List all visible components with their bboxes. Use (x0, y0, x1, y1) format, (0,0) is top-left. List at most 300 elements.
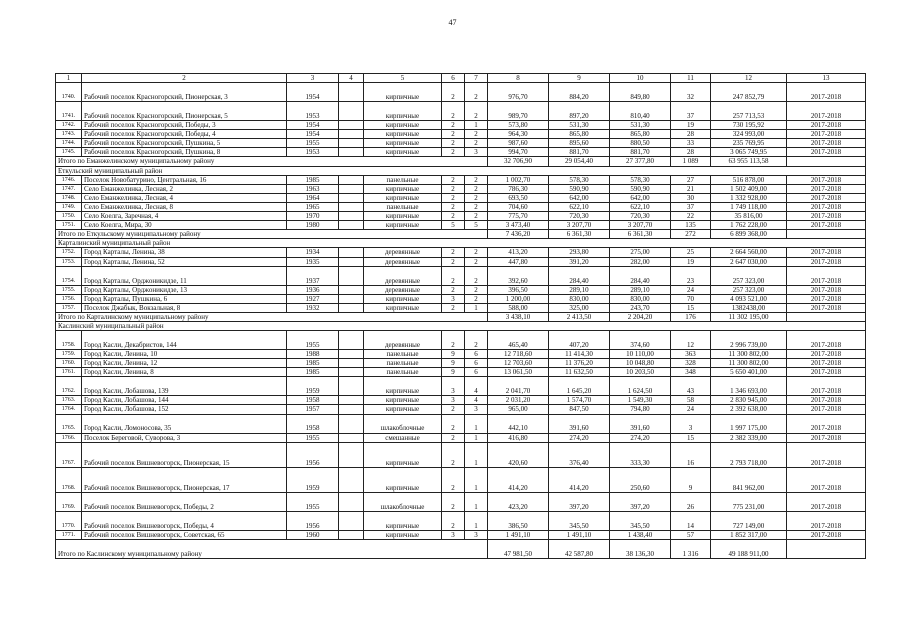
address-cell: Рабочий поселок Вишневогорск, Пионерская, 15 (82, 442, 287, 467)
table-cell: 27 (671, 175, 711, 184)
table-row (56, 130, 866, 139)
table-cell: 989,70 (488, 102, 549, 121)
table-cell: кирпичные (364, 511, 442, 530)
table-cell: 2 (442, 414, 465, 433)
table-cell (339, 257, 364, 266)
table-cell: 1747. (56, 184, 82, 193)
table-cell: 2017-2018 (787, 377, 866, 396)
table-cell: 1 491,10 (488, 530, 549, 539)
table-cell: 2 (442, 248, 465, 257)
table-cell: 30 (671, 193, 711, 202)
address-cell: Поселок Джабык, Вокзальная, 8 (82, 303, 287, 312)
total-cell (787, 312, 866, 321)
table-cell: 3 (442, 396, 465, 405)
table-cell: 2017-2018 (787, 221, 866, 230)
table-cell: панельные (364, 368, 442, 377)
table-cell: 2017-2018 (787, 433, 866, 442)
table-cell: 2017-2018 (787, 405, 866, 414)
table-cell: 1382438,00 (711, 303, 787, 312)
table-row (56, 331, 866, 350)
page-number: 47 (448, 18, 457, 27)
table-row (56, 148, 866, 157)
column-number-cell: 12 (711, 74, 787, 83)
table-cell: 2 (465, 212, 488, 221)
table-cell: 987,60 (488, 139, 549, 148)
table-cell: 345,50 (549, 511, 610, 530)
total-cell: 1 089 (671, 157, 711, 166)
table-cell: 2 392 638,00 (711, 405, 787, 414)
table-cell: 1750. (56, 212, 82, 221)
table-cell (339, 405, 364, 414)
table-cell: 2017-2018 (787, 350, 866, 359)
table-row (56, 248, 866, 257)
table-cell: кирпичные (364, 405, 442, 414)
table-cell: 880,50 (610, 139, 671, 148)
table-cell: 2017-2018 (787, 102, 866, 121)
table-cell (339, 212, 364, 221)
table-cell: 6 (465, 350, 488, 359)
table-cell: 830,00 (549, 294, 610, 303)
table-cell: 704,60 (488, 202, 549, 211)
table-cell: 413,20 (488, 248, 549, 257)
table-cell: 374,60 (610, 331, 671, 350)
table-cell: 1763. (56, 396, 82, 405)
table-cell (339, 433, 364, 442)
table-cell: 1955 (287, 492, 339, 511)
table-cell: 2 (465, 266, 488, 285)
address-cell: Город Карталы, Ленина, 38 (82, 248, 287, 257)
total-cell: 49 188 911,00 (711, 539, 787, 558)
table-cell: 865,80 (610, 130, 671, 139)
table-cell: 1956 (287, 442, 339, 467)
table-cell: 32 (671, 83, 711, 102)
table-cell: 2017-2018 (787, 175, 866, 184)
table-cell: 274,20 (549, 433, 610, 442)
table-cell: 1958 (287, 396, 339, 405)
table-cell: 865,80 (549, 130, 610, 139)
table-cell: 2017-2018 (787, 396, 866, 405)
table-cell: 328 (671, 359, 711, 368)
table-cell: 10 048,80 (610, 359, 671, 368)
table-cell: 1 (465, 414, 488, 433)
column-number-cell: 2 (82, 74, 287, 83)
table-cell: 1985 (287, 359, 339, 368)
table-cell: кирпичные (364, 212, 442, 221)
table-cell: 2017-2018 (787, 121, 866, 130)
table-row (56, 530, 866, 539)
table-cell: 333,30 (610, 442, 671, 467)
total-cell (787, 230, 866, 239)
table-cell: 26 (671, 492, 711, 511)
table-cell: панельные (364, 175, 442, 184)
table-cell: 28 (671, 130, 711, 139)
column-number-cell: 13 (787, 74, 866, 83)
table-cell: 2 382 339,00 (711, 433, 787, 442)
table-cell: 516 878,00 (711, 175, 787, 184)
table-cell (339, 193, 364, 202)
table-cell: 847,50 (549, 405, 610, 414)
table-cell: 3 207,70 (549, 221, 610, 230)
table-cell: 3 (671, 414, 711, 433)
address-cell: Город Касли, Ленина, 12 (82, 359, 287, 368)
table-cell: 1954 (287, 83, 339, 102)
table-cell: 1 762 228,00 (711, 221, 787, 230)
address-cell: Село Коелга, Мира, 30 (82, 221, 287, 230)
table-cell: 2 (465, 130, 488, 139)
table-cell: 293,80 (549, 248, 610, 257)
table-row (56, 377, 866, 396)
table-cell: 391,60 (549, 414, 610, 433)
district-name: Еткульский муниципальный район (56, 166, 866, 175)
table-cell: 57 (671, 530, 711, 539)
table-cell: 442,10 (488, 414, 549, 433)
table-cell: 15 (671, 433, 711, 442)
table-cell: 1756. (56, 294, 82, 303)
table-cell: 895,60 (549, 139, 610, 148)
column-number-cell: 10 (610, 74, 671, 83)
table-cell: 284,40 (549, 266, 610, 285)
table-cell: 2017-2018 (787, 511, 866, 530)
table-cell: 2017-2018 (787, 257, 866, 266)
table-cell: 2017-2018 (787, 530, 866, 539)
table-cell: 2017-2018 (787, 467, 866, 492)
district-total-row (56, 230, 866, 239)
table-cell: 1955 (287, 331, 339, 350)
table-cell: кирпичные (364, 294, 442, 303)
table-cell: 2017-2018 (787, 148, 866, 157)
table-row (56, 350, 866, 359)
table-cell: 2 (465, 102, 488, 121)
table-cell: шлакоблочные (364, 414, 442, 433)
table-cell: 1956 (287, 511, 339, 530)
table-cell (339, 294, 364, 303)
table-cell: 58 (671, 396, 711, 405)
table-cell: панельные (364, 350, 442, 359)
total-cell: 272 (671, 230, 711, 239)
table-cell: 6 (465, 368, 488, 377)
table-cell: 786,30 (488, 184, 549, 193)
table-cell: 1748. (56, 193, 82, 202)
table-cell: деревянные (364, 248, 442, 257)
table-cell: деревянные (364, 285, 442, 294)
table-cell: 2 (442, 303, 465, 312)
table-cell: 396,50 (488, 285, 549, 294)
table-row (56, 139, 866, 148)
table-cell: 775 231,00 (711, 492, 787, 511)
table-cell: 1 (465, 492, 488, 511)
table-cell: 2 (442, 184, 465, 193)
table-cell: 2 (465, 285, 488, 294)
table-row (56, 212, 866, 221)
table-cell: 3 (442, 294, 465, 303)
table-cell: 1964 (287, 193, 339, 202)
table-cell: 407,20 (549, 331, 610, 350)
table-cell: 1745. (56, 148, 82, 157)
table-cell: 1958 (287, 414, 339, 433)
table-cell: 235 769,95 (711, 139, 787, 148)
table-cell: 289,10 (610, 285, 671, 294)
table-cell: 578,30 (610, 175, 671, 184)
table-cell: 1 332 928,00 (711, 193, 787, 202)
table-cell (339, 442, 364, 467)
table-cell: 1 (465, 467, 488, 492)
table-cell: 24 (671, 405, 711, 414)
table-cell: 348 (671, 368, 711, 377)
table-cell: 2017-2018 (787, 414, 866, 433)
table-cell: 1760. (56, 359, 82, 368)
table-cell: 3 207,70 (610, 221, 671, 230)
table-cell: 6 (465, 359, 488, 368)
table-cell: 2 664 560,00 (711, 248, 787, 257)
table-cell: 1771. (56, 530, 82, 539)
total-cell: 3 438,10 (488, 312, 549, 321)
table-cell: 23 (671, 266, 711, 285)
table-cell: кирпичные (364, 467, 442, 492)
table-cell: 1957 (287, 405, 339, 414)
table-cell: 1955 (287, 139, 339, 148)
table-cell: 622,10 (610, 202, 671, 211)
table-cell: 243,70 (610, 303, 671, 312)
address-cell: Село Еманжелинка, Лесная, 8 (82, 202, 287, 211)
table-cell: 1954 (287, 121, 339, 130)
table-cell: 391,60 (610, 414, 671, 433)
column-number-cell: 5 (364, 74, 442, 83)
table-cell: 3 (465, 148, 488, 157)
table-cell: 2 (442, 139, 465, 148)
total-cell: 176 (671, 312, 711, 321)
column-number-cell: 6 (442, 74, 465, 83)
table-cell: 24 (671, 285, 711, 294)
table-row (56, 285, 866, 294)
address-cell: Город Касли, Ленина, 10 (82, 350, 287, 359)
table-cell: 1970 (287, 212, 339, 221)
table-cell: 3 (465, 405, 488, 414)
table-cell: 11 414,30 (549, 350, 610, 359)
table-row (56, 121, 866, 130)
table-cell: 414,20 (549, 467, 610, 492)
table-cell: 2 (442, 202, 465, 211)
table-cell: 19 (671, 121, 711, 130)
table-cell: 1955 (287, 433, 339, 442)
table-cell: 1985 (287, 175, 339, 184)
table-cell: 2 (442, 148, 465, 157)
column-number-cell: 3 (287, 74, 339, 83)
table-cell: 720,30 (549, 212, 610, 221)
total-label: Итого по Каслинскому муниципальному району (56, 539, 488, 558)
total-cell: 6 899 368,00 (711, 230, 787, 239)
table-cell: кирпичные (364, 530, 442, 539)
table-cell: 1746. (56, 175, 82, 184)
table-cell: 2 (465, 294, 488, 303)
table-cell: 849,80 (610, 83, 671, 102)
table-cell: 884,20 (549, 83, 610, 102)
table-cell: 2017-2018 (787, 83, 866, 102)
table-cell (339, 130, 364, 139)
table-cell (339, 350, 364, 359)
table-cell: 447,80 (488, 257, 549, 266)
table-cell: 386,50 (488, 511, 549, 530)
table-cell: 1 200,00 (488, 294, 549, 303)
address-cell: Село Еманжелинка, Лесная, 2 (82, 184, 287, 193)
table-cell: 11 300 802,00 (711, 359, 787, 368)
table-cell: 1766. (56, 433, 82, 442)
total-cell: 38 136,30 (610, 539, 671, 558)
table-cell (339, 414, 364, 433)
table-cell: 841 962,00 (711, 467, 787, 492)
table-cell: деревянные (364, 257, 442, 266)
table-cell: 590,90 (610, 184, 671, 193)
table-cell: 965,00 (488, 405, 549, 414)
table-cell: 794,80 (610, 405, 671, 414)
address-cell: Поселок Новобатурино, Центральная, 16 (82, 175, 287, 184)
table-cell: деревянные (364, 331, 442, 350)
table-cell: кирпичные (364, 139, 442, 148)
column-number-cell: 9 (549, 74, 610, 83)
district-total-row (56, 157, 866, 166)
table-cell: 2 (442, 121, 465, 130)
address-cell: Рабочий поселок Красногорский, Победы, 3 (82, 121, 287, 130)
table-row (56, 396, 866, 405)
table-row (56, 359, 866, 368)
table-row (56, 303, 866, 312)
table-cell: 2 (442, 102, 465, 121)
table-cell: 43 (671, 377, 711, 396)
table-cell: 9 (671, 467, 711, 492)
table-cell: 3 473,40 (488, 221, 549, 230)
table-cell: 1765. (56, 414, 82, 433)
table-cell (339, 248, 364, 257)
table-cell: панельные (364, 359, 442, 368)
table-cell: панельные (364, 202, 442, 211)
table-cell: 2 (465, 139, 488, 148)
table-cell: 9 (442, 359, 465, 368)
table-cell (339, 121, 364, 130)
table-cell: 1743. (56, 130, 82, 139)
total-cell: 32 706,90 (488, 157, 549, 166)
table-cell (339, 331, 364, 350)
table-cell: 881,70 (549, 148, 610, 157)
table-cell: 2017-2018 (787, 294, 866, 303)
column-number-cell: 11 (671, 74, 711, 83)
address-cell: Город Касли, Лобашова, 139 (82, 377, 287, 396)
table-cell: 416,80 (488, 433, 549, 442)
total-cell: 27 377,80 (610, 157, 671, 166)
total-label: Итого по Еткульскому муниципальному району (56, 230, 488, 239)
address-cell: Город Касли, Декабристов, 144 (82, 331, 287, 350)
table-cell: 289,10 (549, 285, 610, 294)
table-cell: 282,00 (610, 257, 671, 266)
table-cell: 397,20 (549, 492, 610, 511)
table-cell: 1741. (56, 102, 82, 121)
table-cell: 5 (465, 221, 488, 230)
table-cell: 2 (442, 193, 465, 202)
address-cell: Город Касли, Ленина, 8 (82, 368, 287, 377)
table-cell: 12 703,60 (488, 359, 549, 368)
table-cell: 693,50 (488, 193, 549, 202)
table-cell: 1 (465, 442, 488, 467)
table-cell: 2 041,70 (488, 377, 549, 396)
table-row (56, 368, 866, 377)
table-cell (339, 511, 364, 530)
table-cell (339, 148, 364, 157)
table-cell: 964,30 (488, 130, 549, 139)
table-cell: 14 (671, 511, 711, 530)
table-cell: 1 002,70 (488, 175, 549, 184)
table-row (56, 184, 866, 193)
table-cell: 897,20 (549, 102, 610, 121)
address-cell: Село Коелга, Заречная, 4 (82, 212, 287, 221)
table-cell: 2 (465, 248, 488, 257)
table-cell: 2017-2018 (787, 184, 866, 193)
district-header-row (56, 321, 866, 330)
table-cell: 1 (465, 121, 488, 130)
table-cell: 810,40 (610, 102, 671, 121)
table-cell: 531,30 (549, 121, 610, 130)
table-cell: 325,00 (549, 303, 610, 312)
table-cell (339, 83, 364, 102)
table-cell: 642,00 (549, 193, 610, 202)
table-cell: 3 065 749,95 (711, 148, 787, 157)
table-cell: 4 (465, 377, 488, 396)
address-cell: Город Касли, Лобашова, 144 (82, 396, 287, 405)
table-cell: кирпичные (364, 121, 442, 130)
table-cell: кирпичные (364, 442, 442, 467)
table-cell: 1963 (287, 184, 339, 193)
table-cell (339, 359, 364, 368)
table-cell: 1754. (56, 266, 82, 285)
table-cell: 1965 (287, 202, 339, 211)
table-cell: 1959 (287, 467, 339, 492)
table-cell: 994,70 (488, 148, 549, 157)
table-cell: 21 (671, 184, 711, 193)
table-cell: 247 852,79 (711, 83, 787, 102)
table-cell: 1 502 409,00 (711, 184, 787, 193)
address-cell: Рабочий поселок Вишневогорск, Советская, 65 (82, 530, 287, 539)
table-cell: кирпичные (364, 377, 442, 396)
table-cell: 1764. (56, 405, 82, 414)
column-number-cell: 4 (339, 74, 364, 83)
table-cell: 1752. (56, 248, 82, 257)
table-cell: 1769. (56, 492, 82, 511)
table-cell: 1 (465, 511, 488, 530)
table-cell: 1937 (287, 266, 339, 285)
table-cell: 1980 (287, 221, 339, 230)
table-cell: 1954 (287, 130, 339, 139)
table-cell: 1959 (287, 377, 339, 396)
table-cell: 2 (442, 467, 465, 492)
table-row (56, 266, 866, 285)
table-cell: 1755. (56, 285, 82, 294)
table-cell: 376,40 (549, 442, 610, 467)
table-cell: 135 (671, 221, 711, 230)
table-cell: 12 (671, 331, 711, 350)
total-cell (787, 157, 866, 166)
table-cell: 3 (442, 530, 465, 539)
table-cell (339, 492, 364, 511)
table-cell: 2017-2018 (787, 331, 866, 350)
table-cell: 588,00 (488, 303, 549, 312)
table-cell (339, 303, 364, 312)
table-cell: 324 993,00 (711, 130, 787, 139)
table-cell: 1770. (56, 511, 82, 530)
table-cell: 10 110,00 (610, 350, 671, 359)
table-row (56, 83, 866, 102)
table-cell: 2 (442, 433, 465, 442)
table-cell: 2 (442, 175, 465, 184)
table-cell: 2017-2018 (787, 359, 866, 368)
table-cell: 1 997 175,00 (711, 414, 787, 433)
table-cell: 4 (465, 396, 488, 405)
